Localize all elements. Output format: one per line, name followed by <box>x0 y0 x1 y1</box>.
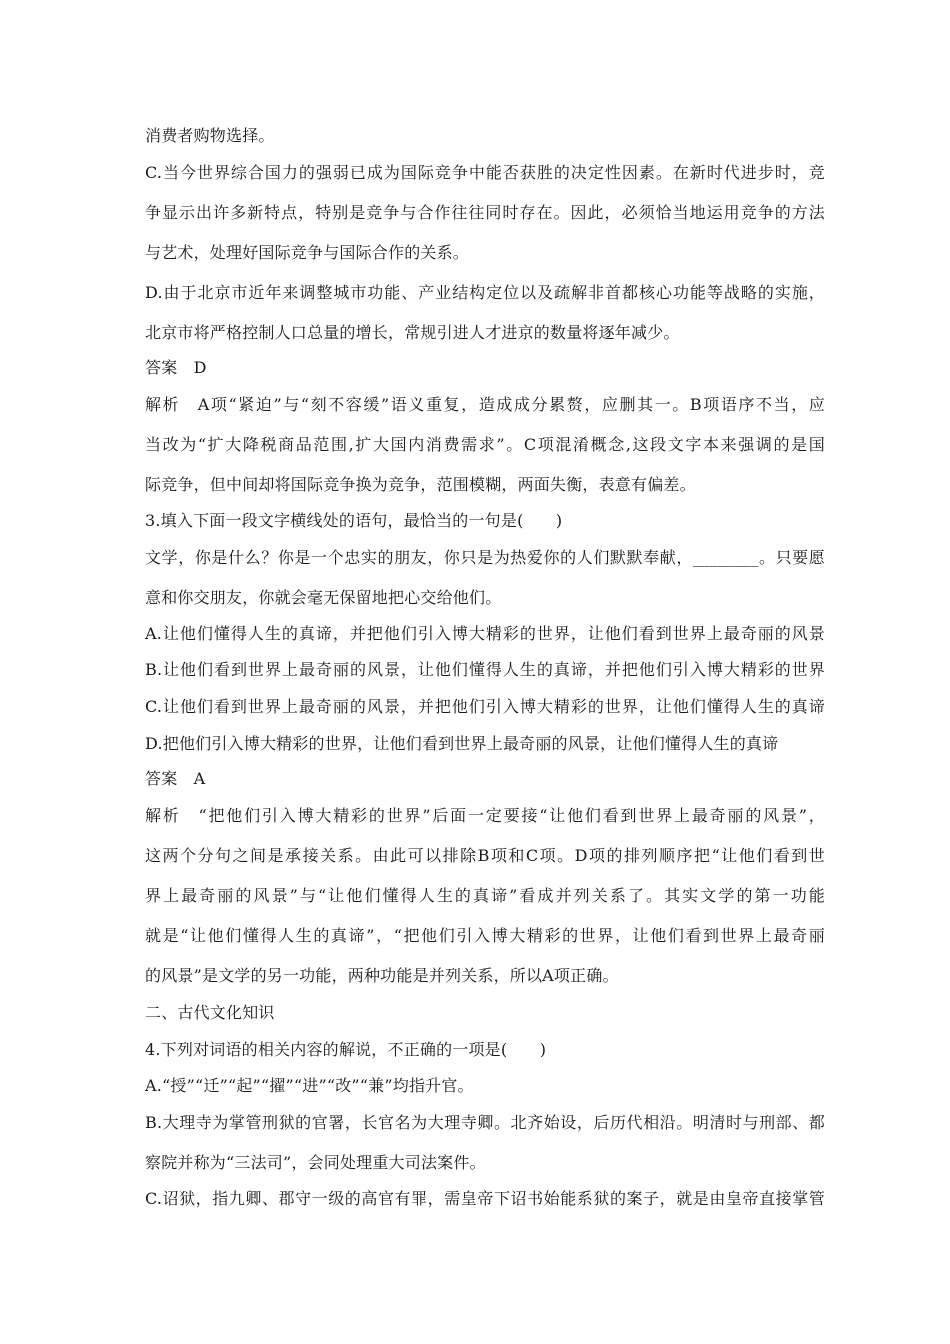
text-line: 文学，你是什么？你是一个忠实的朋友，你只是为热爱你的人们默默奉献，________。只要愿 <box>145 548 825 567</box>
text-line: 与艺术，处理好国际竞争与国际合作的关系。 <box>145 243 470 262</box>
option-line: C.诏狱，指九卿、郡守一级的高官有罪，需皇帝下诏书始能系狱的案子，就是由皇帝直接掌管 <box>145 1189 825 1208</box>
text-line: D.由于北京市近年来调整城市功能、产业结构定位以及疏解非首都核心功能等战略的实施， <box>145 283 825 302</box>
text-line: 的风景”是文学的另一功能，两种功能是并列关系，所以A项正确。 <box>145 966 619 985</box>
section-heading: 二、古代文化知识 <box>145 1003 275 1022</box>
text-line: 际竞争，但中间却将国际竞争换为竞争，范围模糊，两面失衡，表意有偏差。 <box>145 475 696 494</box>
option-line: B.让他们看到世界上最奇丽的风景，让他们懂得人生的真谛，并把他们引入博大精彩的世界 <box>145 660 825 679</box>
text-line: 界上最奇丽的风景”与“让他们懂得人生的真谛”看成并列关系了。其实文学的第一功能 <box>145 886 825 905</box>
text-line: 意和你交朋友，你就会毫无保留地把心交给他们。 <box>145 588 502 607</box>
answer-line: 答案 D <box>145 358 207 377</box>
text-line: 察院并称为“三法司”，会同处理重大司法案件。 <box>145 1153 486 1172</box>
option-line: D.把他们引入博大精彩的世界，让他们看到世界上最奇丽的风景，让他们懂得人生的真谛 <box>145 734 779 753</box>
text-line: 北京市将严格控制人口总量的增长，常规引进人才进京的数量将逐年减少。 <box>145 323 680 342</box>
text-line: 当改为“扩大降税商品范围,扩大国内消费需求”。C项混淆概念,这段文字本来强调的是国 <box>145 435 825 454</box>
text-line: 解析 “把他们引入博大精彩的世界”后面一定要接“让他们看到世界上最奇丽的风景”， <box>145 806 825 825</box>
text-line: 消费者购物选择。 <box>145 126 275 145</box>
answer-line: 答案 A <box>145 769 206 788</box>
text-line: C.当今世界综合国力的强弱已成为国际竞争中能否获胜的决定性因素。在新时代进步时，竞 <box>145 163 825 182</box>
question-line: 4.下列对词语的相关内容的解说，不正确的一项是( ) <box>145 1040 547 1059</box>
text-line: 就是“让他们懂得人生的真谛”，“把他们引入博大精彩的世界，让他们看到世界上最奇丽 <box>145 926 825 945</box>
text-line: 这两个分句之间是承接关系。由此可以排除B项和C项。D项的排列顺序把“让他们看到世 <box>145 846 825 865</box>
text-line: 解析 A项“紧迫”与“刻不容缓”语义重复，造成成分累赘，应删其一。B项语序不当，应 <box>145 395 825 414</box>
option-line: C.让他们看到世界上最奇丽的风景，并把他们引入博大精彩的世界，让他们懂得人生的真谛 <box>145 697 825 716</box>
option-line: B.大理寺为掌管刑狱的官署，长官名为大理寺卿。北齐始设，后历代相沿。明清时与刑部、都 <box>145 1113 825 1132</box>
option-line: A.“授”“迁”“起”“擢”“进”“改”“兼”均指升官。 <box>145 1076 474 1095</box>
question-line: 3.填入下面一段文字横线处的语句，最恰当的一句是( ) <box>145 511 563 530</box>
option-line: A.让他们懂得人生的真谛，并把他们引入博大精彩的世界，让他们看到世界上最奇丽的风景 <box>145 624 825 643</box>
text-line: 争显示出许多新特点，特别是竞争与合作往往同时存在。因此，必须恰当地运用竞争的方法 <box>145 203 825 222</box>
